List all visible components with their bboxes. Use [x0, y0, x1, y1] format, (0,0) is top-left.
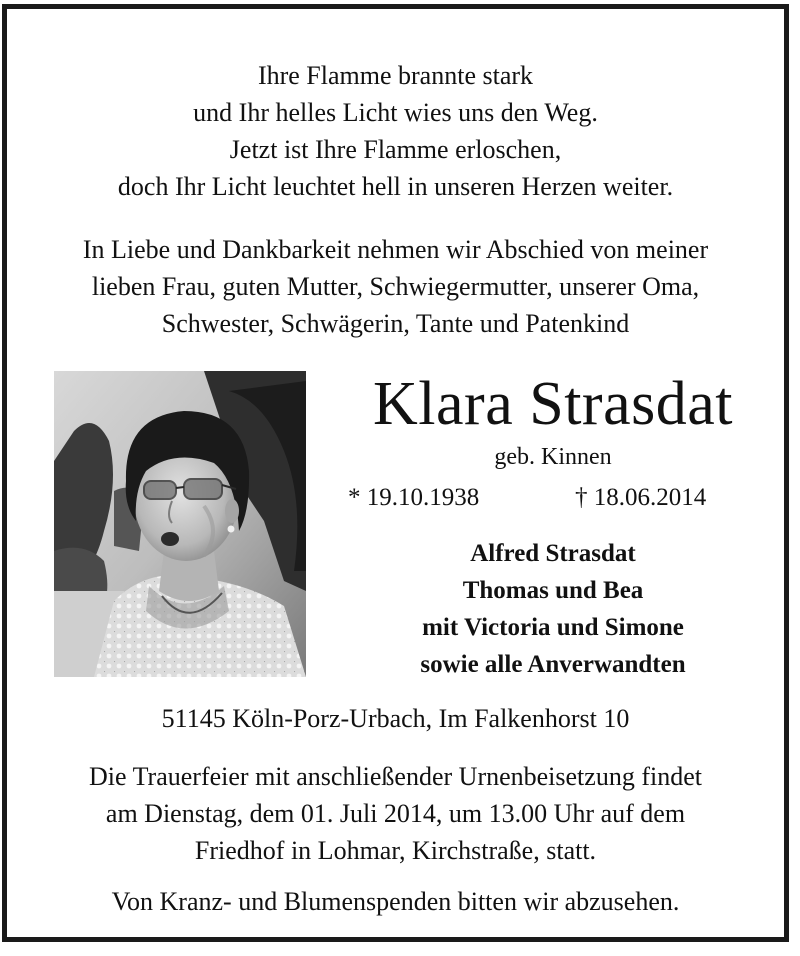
farewell-intro — [7, 231, 784, 342]
portrait-photo-graphic — [54, 371, 306, 677]
poem-line: doch Ihr Licht leuchtet hell in unseren Herzen weiter. — [117, 172, 674, 201]
birth-date: * 19.10.1938 — [348, 484, 480, 511]
mourning-family — [307, 535, 799, 683]
family-line: Thomas und Bea — [462, 577, 644, 604]
death-date: † 18.06.2014 — [575, 484, 707, 511]
poem-line: Ihre Flamme brannte stark — [257, 61, 534, 90]
poem — [7, 57, 784, 205]
intro-line: Schwester, Schwägerin, Tante und Patenkind — [161, 309, 630, 338]
family-line: sowie alle Anverwandten — [420, 651, 686, 678]
ceremony-line: Die Trauerfeier mit anschließender Urnenbeisetzung findet — [89, 762, 702, 791]
ceremony-details — [7, 758, 784, 869]
ceremony-line: Friedhof in Lohmar, Kirchstraße, statt. — [194, 836, 597, 865]
birth-name: geb. Kinnen — [494, 444, 612, 470]
flowers-note: Von Kranz- und Blumenspenden bitten wir abzusehen. — [111, 887, 680, 916]
poem-line: und Ihr helles Licht wies uns den Weg. — [193, 98, 598, 127]
ceremony-line: am Dienstag, dem 01. Juli 2014, um 13.00 Uhr auf dem — [105, 799, 686, 828]
poem-line: Jetzt ist Ihre Flamme erloschen, — [229, 135, 562, 164]
family-line: Alfred Strasdat — [470, 540, 636, 567]
intro-line: In Liebe und Dankbarkeit nehmen wir Abschied von meiner — [82, 235, 709, 264]
intro-line: lieben Frau, guten Mutter, Schwiegermutter, unserer Oma, — [91, 272, 700, 301]
obituary-frame — [2, 4, 789, 942]
family-address: 51145 Köln-Porz-Urbach, Im Falkenhorst 10 — [161, 704, 630, 733]
deceased-name: Klara Strasdat — [373, 370, 733, 438]
portrait-photo — [54, 371, 306, 677]
family-line: mit Victoria und Simone — [422, 614, 684, 641]
